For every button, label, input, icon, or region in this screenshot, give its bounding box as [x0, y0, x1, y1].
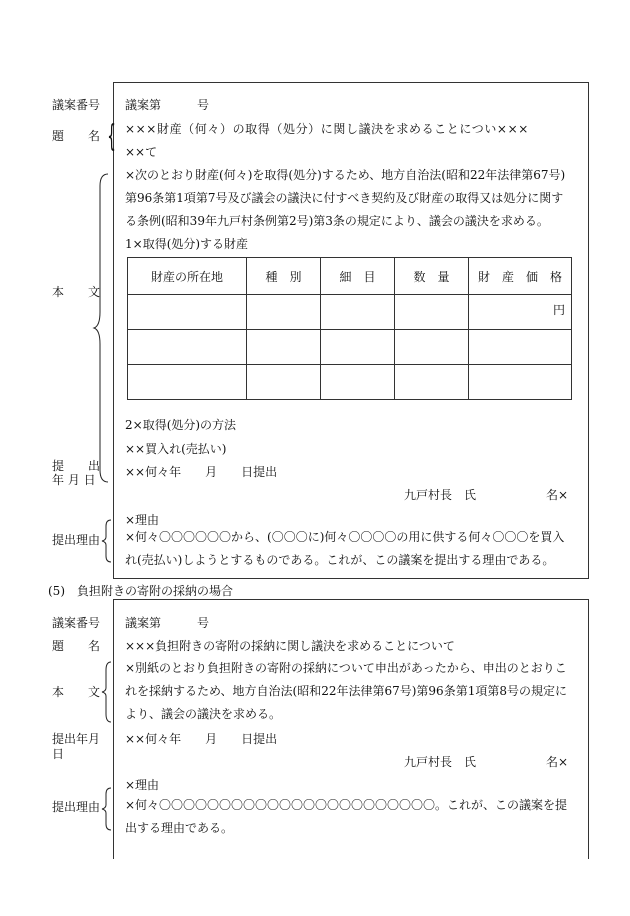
table-cell — [321, 365, 395, 400]
title-line-2: ××て — [125, 145, 158, 159]
table-cell — [321, 295, 395, 330]
brace-title: { — [107, 119, 116, 154]
reason-text: ×何々〇〇〇〇〇〇から、(〇〇〇に)何々〇〇〇〇の用に供する何々〇〇〇を買入れ(売払い)しようとするものである。これが、この議案を提出する理由である。 — [125, 530, 565, 567]
section-heading-5: (5) 負担附きの寄附の採納の場合 — [48, 584, 233, 598]
price-unit: 円 — [469, 295, 572, 330]
header-quantity: 数 量 — [395, 258, 469, 295]
reason-heading-2: ×理由 — [125, 778, 160, 792]
label-title-2: 題 名 — [52, 639, 101, 653]
label-date-line-2-2: 日 — [52, 747, 65, 761]
label-bill-number: 議案番号 — [52, 98, 101, 112]
signer: 九戸村長 氏 — [404, 488, 477, 502]
header-type: 種 別 — [247, 258, 321, 295]
date-value-2: ××何々年 月 日提出 — [125, 732, 278, 746]
item2-value: ××買入れ(売払い) — [125, 442, 227, 456]
table-cell — [128, 365, 247, 400]
property-table — [127, 257, 572, 400]
label-body: 本 文 — [52, 285, 101, 299]
brace-reason — [100, 518, 114, 564]
label-date-line-1-2: 提出年月 — [52, 732, 101, 746]
signer-name-2: 名× — [546, 755, 569, 769]
header-detail: 細 目 — [321, 258, 395, 295]
label-date-line-1: 提 出 — [52, 459, 101, 473]
reason-heading: ×理由 — [125, 513, 160, 527]
table-cell — [469, 330, 572, 365]
table-row — [128, 365, 572, 400]
header-location: 財産の所在地 — [128, 258, 247, 295]
table-cell — [247, 365, 321, 400]
label-title: 題 名 — [52, 129, 101, 143]
table-cell — [128, 330, 247, 365]
reason-text-2: ×何々〇〇〇〇〇〇〇〇〇〇〇〇〇〇〇〇〇〇〇〇〇〇〇。これが、この議案を提出する理由である。 — [125, 798, 568, 835]
table-cell — [395, 365, 469, 400]
label-reason: 提出理由 — [52, 533, 101, 547]
item2-heading: 2×取得(処分)の方法 — [125, 418, 237, 432]
table-row — [128, 330, 572, 365]
table-cell — [247, 295, 321, 330]
label-reason-2: 提出理由 — [52, 800, 101, 814]
table-cell — [128, 295, 247, 330]
bill-number-value-2: 議案第 号 — [125, 616, 210, 630]
label-date-line-2: 年 月 日 — [52, 473, 96, 487]
body-text: ×次のとおり財産(何々)を取得(処分)するため、地方自治法(昭和22年法律第67号)第96条第1項第7号及び議会の議決に付すべき契約及び財産の取得又は処分に関する条例(昭和39年九戸村条例第2号)第3条の規定により、議会の議決を求める。 — [125, 168, 566, 228]
signer-2: 九戸村長 氏 — [404, 755, 477, 769]
table-cell — [247, 330, 321, 365]
table-cell — [395, 330, 469, 365]
table-cell — [469, 365, 572, 400]
table-cell — [395, 295, 469, 330]
bill-number-value: 議案第 号 — [125, 98, 210, 112]
table-cell — [321, 330, 395, 365]
title-value-2: ×××負担附きの寄附の採納に関し議決を求めることについて — [125, 639, 455, 653]
date-value: ××何々年 月 日提出 — [125, 465, 278, 479]
title-line-1: ×××財産（何々）の取得（処分）に関し議決を求めることについ××× — [125, 122, 529, 136]
header-price: 財 産 価 格 — [469, 258, 572, 295]
label-body-2: 本 文 — [52, 685, 101, 699]
item1-heading: 1×取得(処分)する財産 — [125, 237, 249, 251]
table-header-row — [128, 258, 572, 295]
label-bill-number-2: 議案番号 — [52, 616, 101, 630]
signer-name: 名× — [546, 488, 569, 502]
brace-reason-2 — [100, 786, 114, 832]
body-text-2: ×別紙のとおり負担附きの寄附の採納について申出があったから、申出のとおりこれを採納するため、地方自治法(昭和22年法律第67号)第96条第1項第8号の規定により、議会の議決を求める。 — [125, 661, 567, 721]
brace-body-2 — [100, 660, 114, 724]
table-row — [128, 295, 572, 330]
brace-body — [92, 172, 112, 484]
